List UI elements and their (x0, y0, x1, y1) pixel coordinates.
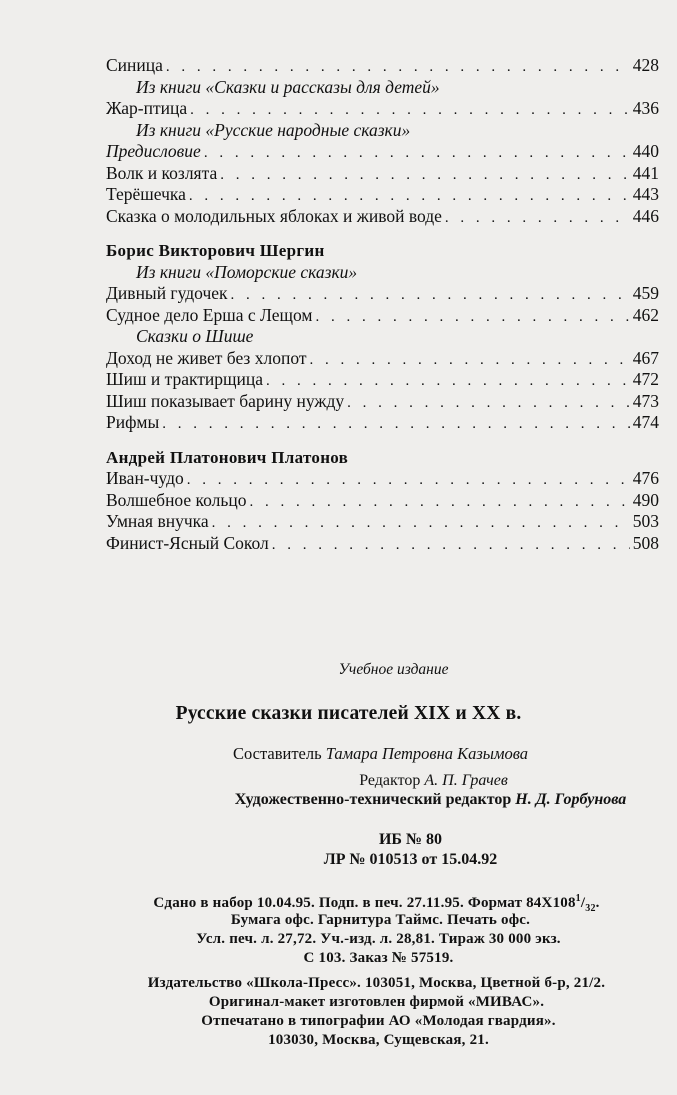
format-times: X (541, 895, 553, 911)
toc-entry-page: 436 (632, 98, 659, 118)
toc-entry (106, 283, 659, 305)
toc-entry-title: Иван-чудо (106, 468, 184, 488)
print-details-line: Сдано в набор 10.04.95. Подп. в печ. 27.11.95. Формат $84X108^1/_{32}$. (153, 893, 600, 914)
toc-entry-title: Шиш и трактирщица (106, 369, 263, 389)
leader-dots (250, 492, 630, 514)
toc-entry (106, 184, 659, 206)
toc-entry (106, 511, 659, 533)
toc-entry-title: Финист-Ясный Сокол (106, 532, 269, 553)
toc-entry-page: 446 (632, 205, 659, 226)
table-of-contents (106, 55, 659, 554)
toc-entry (106, 412, 659, 434)
toc-entry-title: Сказка о молодильных яблоках и живой воде (106, 205, 442, 226)
toc-entry-title: Терёшечка (106, 184, 186, 204)
toc-entry (106, 98, 659, 120)
editor-name: А. П. Грачев (424, 772, 508, 789)
leader-dots (220, 165, 630, 187)
toc-entry (106, 348, 659, 370)
art-editor-name: Н. Д. Горбунова (515, 791, 627, 808)
toc-entry (106, 490, 659, 512)
print-details-line: Усл. печ. л. 27,72. Уч.-изд. л. 28,81. Тираж 30 000 экз. (196, 931, 561, 947)
toc-entry-title: Умная внучка (106, 511, 209, 531)
leader-dots (190, 100, 630, 122)
leader-dots (272, 535, 630, 557)
toc-entry-page: 490 (632, 489, 659, 510)
toc-entry-page: 474 (632, 412, 659, 432)
toc-entry-page: 467 (632, 347, 659, 368)
toc-entry-title: Волк и козлята (106, 162, 218, 183)
toc-author: Борис Викторович Шергин (106, 241, 325, 260)
toc-entry (106, 533, 659, 555)
leader-dots (187, 470, 630, 492)
toc-entry-page: 440 (632, 141, 659, 161)
toc-entry (106, 305, 659, 327)
toc-entry-title: Шиш показывает барину нужду (106, 390, 345, 411)
toc-entry (106, 141, 659, 163)
compiler-line (42, 744, 677, 764)
leader-dots (266, 371, 630, 393)
print-details-line: С 103. Заказ № 57519. (303, 950, 454, 966)
toc-subheading: Из книги «Русские народные сказки» (136, 119, 411, 140)
edition-type: Учебное издание (338, 661, 449, 678)
publisher-line: Издательство «Школа-Пресс». 103051, Москва, Цветной б-р, 21/2. (147, 975, 606, 991)
toc-entry-title: Предисловие (106, 141, 201, 161)
lr-number: ЛР № 010513 от 15.04.92 (323, 851, 498, 868)
leader-dots (309, 350, 629, 372)
leader-dots (189, 186, 630, 208)
toc-entry-page: 459 (632, 283, 659, 303)
toc-entry-page: 441 (632, 162, 659, 183)
leader-dots (166, 57, 630, 79)
toc-entry-page: 473 (632, 390, 659, 411)
toc-entry (106, 206, 659, 228)
compiler-label: Составитель (232, 744, 322, 763)
toc-entry (106, 468, 659, 490)
toc-entry-page: 443 (632, 184, 659, 204)
editor-line (95, 772, 677, 790)
toc-entry (106, 163, 659, 185)
ib-number: ИБ № 80 (378, 831, 443, 848)
toc-entry-title: Волшебное кольцо (106, 489, 247, 510)
editor-label: Редактор (359, 772, 421, 789)
toc-entry-page: 462 (632, 304, 659, 325)
toc-entry-title: Дивный гудочек (106, 283, 228, 303)
leader-dots (204, 143, 630, 165)
toc-entry-page: 472 (632, 369, 659, 389)
toc-entry-title: Рифмы (106, 412, 160, 432)
art-editor-line (92, 791, 677, 809)
toc-entry-page: 476 (632, 468, 659, 488)
printer-line: Отпечатано в типографии АО «Молодая гвардия». (201, 1013, 556, 1029)
leader-dots (347, 393, 630, 415)
printer-address: 103030, Москва, Сущевская, 21. (268, 1032, 489, 1048)
toc-entry-page: 508 (632, 532, 659, 553)
toc-subheading: Из книги «Поморские сказки» (136, 261, 358, 282)
leader-dots (212, 513, 630, 535)
toc-entry (106, 55, 659, 77)
toc-entry-title: Доход не живет без хлопот (106, 347, 307, 368)
toc-subheading: Сказки о Шише (136, 326, 254, 346)
leader-dots (315, 307, 629, 329)
toc-entry-title: Жар-птица (106, 98, 188, 118)
toc-author: Андрей Платонович Платонов (106, 447, 349, 467)
toc-entry (106, 391, 659, 413)
toc-entry-page: 428 (632, 55, 659, 75)
publisher-line: Оригинал-макет изготовлен фирмой «МИВАС». (208, 994, 545, 1010)
leader-dots (231, 285, 630, 307)
leader-dots (162, 414, 629, 436)
leader-dots (445, 208, 630, 230)
toc-entry-title: Синица (106, 55, 163, 75)
toc-entry (106, 369, 659, 391)
book-title: Русские сказки писателей XIX и XX в. (175, 703, 522, 724)
compiler-name: Тамара Петровна Казымова (325, 744, 529, 763)
art-editor-label: Художественно-технический редактор (234, 791, 512, 808)
print-details-line: Бумага офс. Гарнитура Таймс. Печать офс. (230, 912, 531, 928)
toc-entry-page: 503 (632, 511, 659, 531)
toc-subheading: Из книги «Сказки и рассказы для детей» (136, 76, 440, 97)
toc-entry-title: Судное дело Ерша с Лещом (106, 304, 313, 325)
